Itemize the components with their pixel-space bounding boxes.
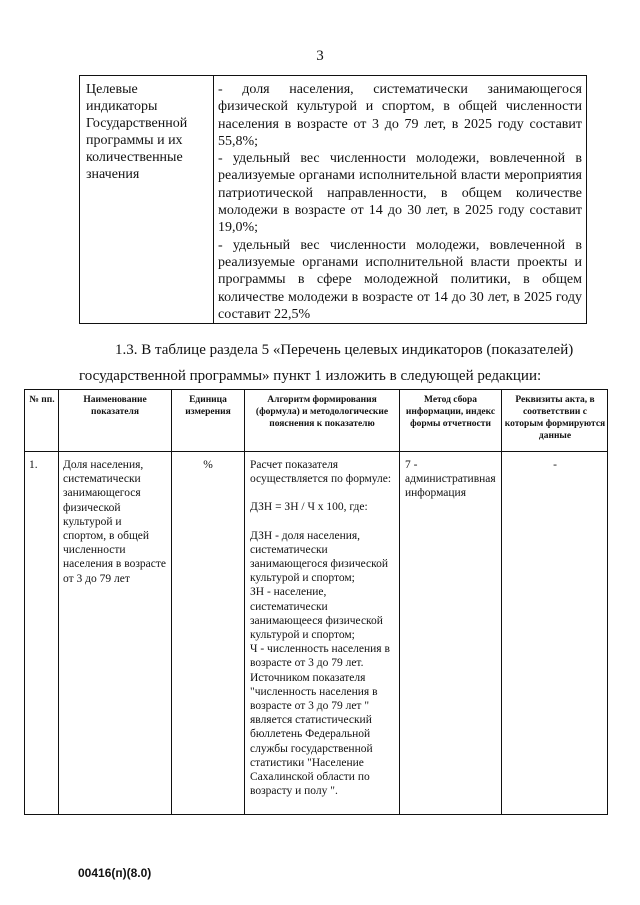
algorithm-formula: ДЗН = ЗН / Ч х 100, где:: [250, 501, 368, 514]
header-method: Метод сбора информации, индекс формы отчетности: [405, 395, 496, 429]
definition-zn: ЗН - население, систематически занимающееся физической культурой и спортом;: [250, 586, 383, 642]
algorithm-source: Источником показателя "численность населения в возрасте от 3 до 79 лет " является статистический бюллетень Федеральной службы государственной статистики "Население Сахалинской области по возрасту и полу ".: [250, 671, 378, 798]
table-column-divider: [171, 390, 172, 814]
header-unit: Единица измерения: [185, 395, 231, 417]
row-name: Доля населения, систематически занимающегося физической культурой и спортом, в общей численности населения в возрасте от 3 до 79 лет: [63, 459, 166, 585]
goal-box-values: [218, 81, 582, 323]
amendment-paragraph-line1: 1.3. В таблице раздела 5 «Перечень целевых индикаторов (показателей): [115, 342, 574, 358]
indicators-table: [24, 389, 608, 815]
row-algorithm: [250, 458, 396, 798]
table-column-divider: [399, 390, 400, 814]
goal-item: - удельный вес численности молодежи, вовлеченной в реализуемые органами исполнительной власти проекты и программы в сфере молодежной политики, в общем количестве молодежи в возрасте от 14 до 30 лет, в 2025 году составит 22,5%: [218, 237, 582, 322]
table-column-divider: [244, 390, 245, 814]
goal-box-label: Целевые индикаторы Государственной программы и их количественные значения: [86, 82, 188, 182]
amendment-paragraph-line2: государственной программы» пункт 1 изложить в следующей редакции:: [79, 368, 542, 384]
table-column-divider: [501, 390, 502, 814]
table-header-divider: [25, 451, 607, 452]
header-num: № пп.: [29, 395, 55, 405]
header-name: Наименование показателя: [83, 395, 147, 417]
document-code: 00416(п)(8.0): [78, 866, 152, 880]
column-divider: [213, 76, 214, 323]
definition-dzn: ДЗН - доля населения, систематически занимающегося физической культурой и спортом;: [250, 529, 389, 585]
row-num: 1.: [29, 459, 38, 471]
row-details: -: [553, 459, 557, 471]
page-number: 3: [316, 48, 324, 64]
definition-ch: Ч - численность населения в возрасте от 3 до 79 лет.: [250, 643, 390, 670]
table-column-divider: [58, 390, 59, 814]
row-unit: %: [203, 459, 213, 471]
algorithm-intro: Расчет показателя осуществляется по формуле:: [250, 459, 392, 486]
goal-item: - доля населения, систематически занимающегося физической культурой и спортом, в общей численности населения в возрасте от 3 до 79 лет, в 2025 году составит 55,8%;: [218, 82, 582, 149]
header-details: Реквизиты акта, в соответствии с которым формируются данные: [504, 395, 606, 441]
row-method: 7 - административная информация: [405, 459, 496, 500]
goal-item: - удельный вес численности молодежи, вовлеченной в реализуемые органами исполнительной власти мероприятия патриотической направленности, в общем количестве молодежи в возрасте от 14 до 30 лет, в 2025 году составит 19,0%;: [218, 151, 582, 236]
goal-indicators-box: [79, 75, 587, 324]
header-algorithm: Алгоритм формирования (формула) и методологические пояснения к показателю: [255, 395, 389, 429]
